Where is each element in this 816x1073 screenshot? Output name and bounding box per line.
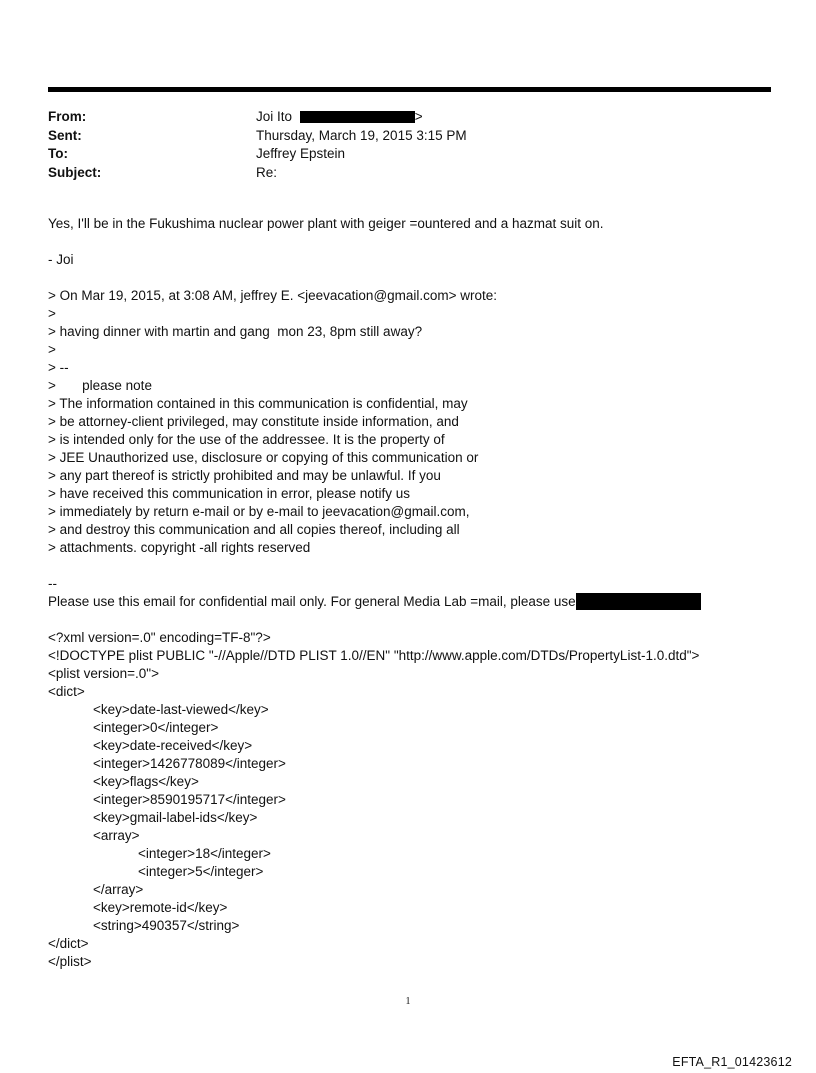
body-line xyxy=(48,269,788,287)
body-line: > any part thereof is strictly prohibited and may be unlawful. If you xyxy=(48,468,441,483)
body-line: > is intended only for the use of the addressee. It is the property of xyxy=(48,432,445,447)
body-line: > JEE Unauthorized use, disclosure or copying of this communication or xyxy=(48,450,479,465)
email-body xyxy=(48,215,788,971)
body-line: > The information contained in this communication is confidential, may xyxy=(48,396,468,411)
body-line: - Joi xyxy=(48,252,74,267)
body-line: > xyxy=(48,342,56,357)
redaction-bar xyxy=(300,111,415,123)
body-line: > On Mar 19, 2015, at 3:08 AM, jeffrey E. <jeevacation@gmail.com> wrote: xyxy=(48,288,498,303)
body-line: > be attorney-client privileged, may constitute inside information, and xyxy=(48,414,459,429)
subject-label: Subject: xyxy=(48,164,102,180)
body-line xyxy=(48,557,788,575)
to-row xyxy=(48,145,467,164)
body-line xyxy=(48,233,788,251)
body-line: > having dinner with martin and gang mon 23, 8pm still away? xyxy=(48,324,423,339)
body-line: Yes, I'll be in the Fukushima nuclear power plant with geiger =ountered and a hazmat suit on. xyxy=(48,216,604,231)
plist-line: <plist version=.0"> xyxy=(48,666,159,681)
plist-line xyxy=(48,611,788,629)
plist-line: <key>date-received</key> xyxy=(48,738,253,753)
body-line: > xyxy=(48,306,56,321)
to-value: Jeffrey Epstein xyxy=(256,146,346,161)
plist-line: <integer>8590195717</integer> xyxy=(48,792,286,807)
body-line: > have received this communication in error, please notify us xyxy=(48,486,411,501)
plist-line: <?xml version=.0" encoding=TF-8"?> xyxy=(48,630,271,645)
plist-block xyxy=(48,611,788,971)
subject-row xyxy=(48,164,467,183)
plist-line: <key>remote-id</key> xyxy=(48,900,228,915)
to-label: To: xyxy=(48,146,68,161)
header-rule xyxy=(48,87,771,92)
signature-line xyxy=(48,593,788,611)
from-value xyxy=(256,108,423,127)
plist-line: </dict> xyxy=(48,936,89,951)
sent-row xyxy=(48,127,467,146)
plist-line: <key>date-last-viewed</key> xyxy=(48,702,269,717)
signature-text: Please use this email for confidential mail only. For general Media Lab =mail, please use xyxy=(48,594,576,609)
plist-line: <array> xyxy=(48,828,140,843)
sent-value: Thursday, March 19, 2015 3:15 PM xyxy=(256,127,467,143)
plist-line: </plist> xyxy=(48,954,92,969)
plist-line: <integer>0</integer> xyxy=(48,720,219,735)
plist-line: <integer>18</integer> xyxy=(48,846,271,861)
redaction-bar xyxy=(576,593,701,610)
message-text xyxy=(48,215,788,593)
body-line: > please note xyxy=(48,378,152,393)
body-line: > -- xyxy=(48,360,69,375)
document-id: EFTA_R1_01423612 xyxy=(672,1055,792,1069)
plist-line: </array> xyxy=(48,882,144,897)
plist-line: <integer>1426778089</integer> xyxy=(48,756,286,771)
plist-line: <dict> xyxy=(48,684,85,699)
from-row xyxy=(48,108,467,127)
plist-line: <string>490357</string> xyxy=(48,918,240,933)
from-label: From: xyxy=(48,109,87,124)
plist-line: <key>gmail-label-ids</key> xyxy=(48,810,258,825)
sent-label: Sent: xyxy=(48,127,82,143)
page-number: 1 xyxy=(405,996,411,1007)
from-name: Joi Ito xyxy=(256,109,293,124)
from-suffix: > xyxy=(414,109,423,124)
body-line: > immediately by return e-mail or by e-mail to jeevacation@gmail.com, xyxy=(48,504,470,519)
body-line: > attachments. copyright -all rights reserved xyxy=(48,540,311,555)
plist-line: <integer>5</integer> xyxy=(48,864,264,879)
plist-line: <!DOCTYPE plist PUBLIC "-//Apple//DTD PLIST 1.0//EN" "http://www.apple.com/DTDs/PropertyList-1.0.dtd"> xyxy=(48,648,700,663)
subject-value: Re: xyxy=(256,164,278,180)
email-header xyxy=(48,108,467,182)
body-line: -- xyxy=(48,576,57,591)
plist-line: <key>flags</key> xyxy=(48,774,199,789)
body-line: > and destroy this communication and all copies thereof, including all xyxy=(48,522,460,537)
